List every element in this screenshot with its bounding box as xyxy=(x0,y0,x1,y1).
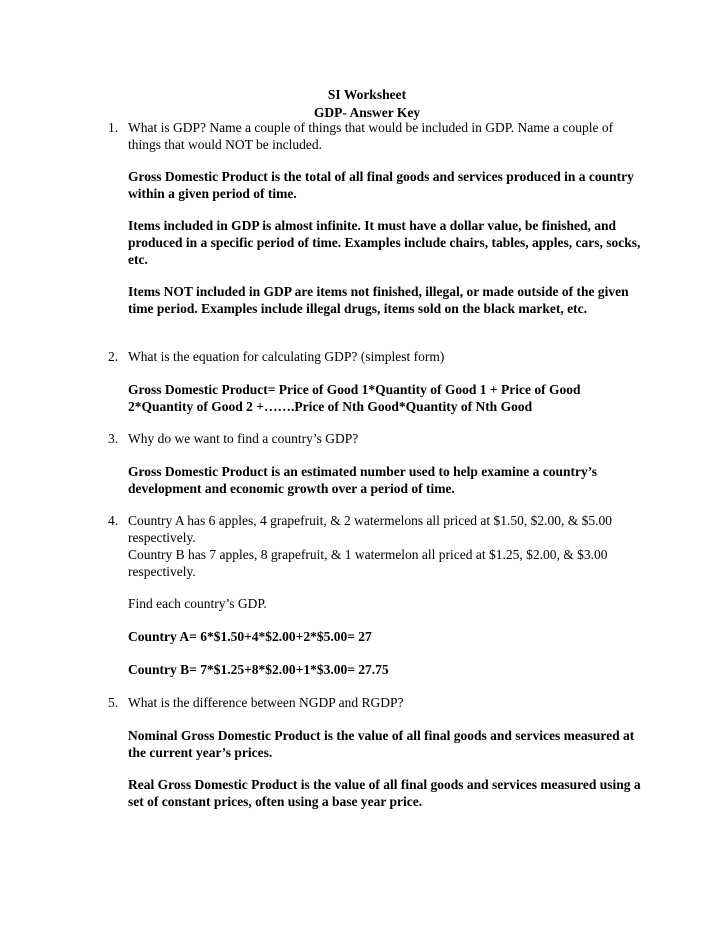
question-1 xyxy=(108,119,648,153)
page-title: SI Worksheet xyxy=(327,87,407,102)
question-number: 3. xyxy=(108,431,119,446)
page-subtitle: GDP- Answer Key xyxy=(313,105,421,120)
question-4-prompt: Find each country’s GDP. xyxy=(128,596,267,611)
question-text-country-b: Country B has 7 apples, 8 grapefruit, & 1 watermelon all priced at $1.25, $2.00, & $3.00 respectively. xyxy=(128,547,608,579)
question-5 xyxy=(108,694,648,711)
header xyxy=(0,86,728,122)
answer-2-equation: Gross Domestic Product= Price of Good 1*Quantity of Good 1 + Price of Good 2*Quantity of Good 2 +…….Price of Nth Good*Quantity of Nth Good xyxy=(128,382,581,414)
question-2 xyxy=(108,348,648,365)
question-number: 4. xyxy=(108,513,119,528)
answer-1-definition: Gross Domestic Product is the total of all final goods and services produced in a country within a given period of time. xyxy=(128,169,634,201)
answer-1-excluded: Items NOT included in GDP are items not finished, illegal, or made outside of the given time period. Examples include illegal drugs, items sold on the black market, etc. xyxy=(128,284,629,316)
question-text: What is GDP? Name a couple of things that would be included in GDP. Name a couple of things that would NOT be included. xyxy=(128,120,614,152)
question-text: What is the equation for calculating GDP? (simplest form) xyxy=(128,349,445,364)
question-3 xyxy=(108,430,648,447)
answer-5-nominal: Nominal Gross Domestic Product is the value of all final goods and services measured at the current year’s prices. xyxy=(128,728,635,760)
answer-4-country-b: Country B= 7*$1.25+8*$2.00+1*$3.00= 27.75 xyxy=(128,662,389,677)
question-number: 5. xyxy=(108,695,119,710)
question-number: 1. xyxy=(108,120,119,135)
answer-3: Gross Domestic Product is an estimated number used to help examine a country’s development and economic growth over a period of time. xyxy=(128,464,597,496)
question-text: What is the difference between NGDP and RGDP? xyxy=(128,695,404,710)
question-4 xyxy=(108,512,648,580)
answer-1-included: Items included in GDP is almost infinite. It must have a dollar value, be finished, and produced in a specific period of time. Examples include chairs, tables, apples, cars, socks, etc. xyxy=(128,218,641,267)
question-number: 2. xyxy=(108,349,119,364)
answer-4-country-a: Country A= 6*$1.50+4*$2.00+2*$5.00= 27 xyxy=(128,629,372,644)
answer-5-real: Real Gross Domestic Product is the value of all final goods and services measured using a set of constant prices, often using a base year price. xyxy=(128,777,641,809)
question-text-country-a: Country A has 6 apples, 4 grapefruit, & 2 watermelons all priced at $1.50, $2.00, & $5.00 respectively. xyxy=(128,513,613,545)
question-text: Why do we want to find a country’s GDP? xyxy=(128,431,359,446)
